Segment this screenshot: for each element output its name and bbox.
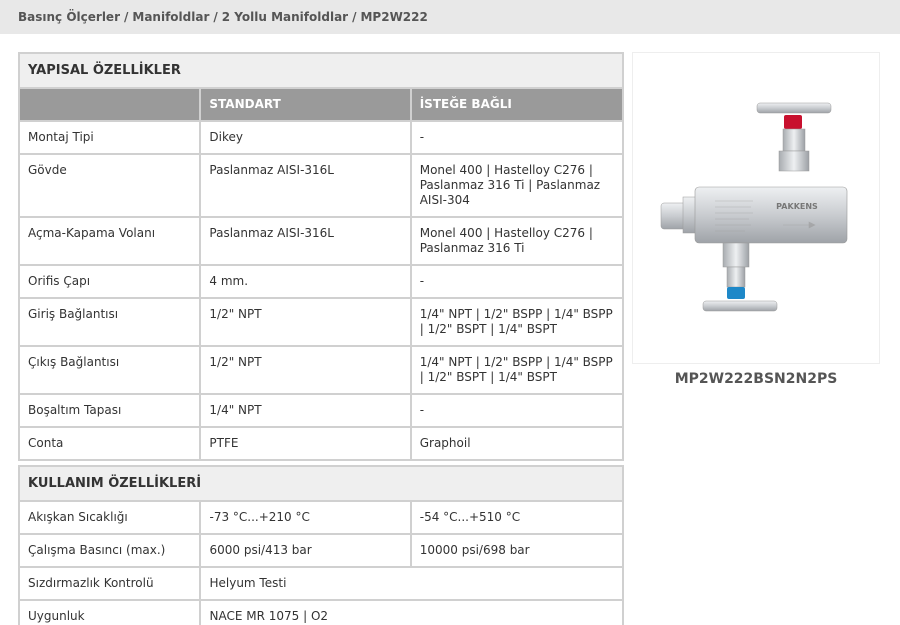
- header-empty: [19, 88, 200, 121]
- structural-specs-title: YAPISAL ÖZELLİKLER: [19, 53, 623, 88]
- table-row: [19, 427, 623, 460]
- row-label: Açma-Kapama Volanı: [19, 217, 200, 265]
- row-standard: Paslanmaz AISI-316L: [200, 154, 410, 217]
- row-optional: Graphoil: [411, 427, 623, 460]
- table-row: [19, 346, 623, 394]
- row-label: Orifis Çapı: [19, 265, 200, 298]
- table-row: [19, 217, 623, 265]
- row-optional: 1/4" NPT | 1/2" BSPP | 1/4" BSPP | 1/2" BSPT | 1/4" BSPT: [411, 346, 623, 394]
- row-standard: Paslanmaz AISI-316L: [200, 217, 410, 265]
- breadcrumb: [0, 0, 900, 34]
- breadcrumb-link-2-way-manifolds[interactable]: 2 Yollu Manifoldlar: [221, 10, 349, 24]
- row-optional: Monel 400 | Hastelloy C276 | Paslanmaz 316 Ti | Paslanmaz AISI-304: [411, 154, 623, 217]
- breadcrumb-separator: /: [213, 10, 218, 24]
- breadcrumb-link-manifolds[interactable]: Manifoldlar: [132, 10, 210, 24]
- row-standard: -73 °C...+210 °C: [200, 501, 410, 534]
- row-standard: Helyum Testi: [200, 567, 623, 600]
- row-label: Sızdırmazlık Kontrolü: [19, 567, 200, 600]
- row-standard: 6000 psi/413 bar: [200, 534, 410, 567]
- table-row: [19, 298, 623, 346]
- row-standard: PTFE: [200, 427, 410, 460]
- table-row: [19, 154, 623, 217]
- breadcrumb-link-pressure-gauges[interactable]: Basınç Ölçerler: [18, 10, 120, 24]
- row-optional: -: [411, 265, 623, 298]
- row-standard: Dikey: [200, 121, 410, 154]
- table-row: [19, 121, 623, 154]
- breadcrumb-separator: /: [124, 10, 129, 24]
- row-label: Gövde: [19, 154, 200, 217]
- brand-marking: PAKKENS: [776, 202, 818, 211]
- breadcrumb-separator: /: [352, 10, 357, 24]
- breadcrumb-current: MP2W222: [360, 10, 428, 24]
- table-title-row: [19, 466, 623, 501]
- row-standard: 1/2" NPT: [200, 298, 410, 346]
- table-row: [19, 567, 623, 600]
- row-optional: 10000 psi/698 bar: [411, 534, 623, 567]
- product-code: MP2W222BSN2N2PS: [674, 371, 838, 387]
- structural-specs-table: [18, 52, 624, 461]
- row-label: Giriş Bağlantısı: [19, 298, 200, 346]
- row-optional: -54 °C...+510 °C: [411, 501, 623, 534]
- table-row: [19, 265, 623, 298]
- usage-specs-table: [18, 465, 624, 625]
- product-image-panel[interactable]: [632, 52, 880, 364]
- row-optional: -: [411, 121, 623, 154]
- row-label: Conta: [19, 427, 200, 460]
- table-title-row: [19, 53, 623, 88]
- table-row: [19, 501, 623, 534]
- row-optional: -: [411, 394, 623, 427]
- row-label: Akışkan Sıcaklığı: [19, 501, 200, 534]
- row-optional: 1/4" NPT | 1/2" BSPP | 1/4" BSPP | 1/2" BSPT | 1/4" BSPT: [411, 298, 623, 346]
- row-standard: 4 mm.: [200, 265, 410, 298]
- row-label: Çıkış Bağlantısı: [19, 346, 200, 394]
- usage-specs-title: KULLANIM ÖZELLİKLERİ: [19, 466, 623, 501]
- header-standard: STANDART: [200, 88, 410, 121]
- row-optional: Monel 400 | Hastelloy C276 | Paslanmaz 316 Ti: [411, 217, 623, 265]
- row-label: Uygunluk: [19, 600, 200, 625]
- row-label: Montaj Tipi: [19, 121, 200, 154]
- row-standard: 1/4" NPT: [200, 394, 410, 427]
- table-row: [19, 600, 623, 625]
- row-label: Çalışma Basıncı (max.): [19, 534, 200, 567]
- row-standard: NACE MR 1075 | O2: [200, 600, 623, 625]
- table-header-row: [19, 88, 623, 121]
- manifold-valve-image: [633, 53, 881, 365]
- table-row: [19, 394, 623, 427]
- row-label: Boşaltım Tapası: [19, 394, 200, 427]
- table-row: [19, 534, 623, 567]
- header-optional: İSTEĞE BAĞLI: [411, 88, 623, 121]
- row-standard: 1/2" NPT: [200, 346, 410, 394]
